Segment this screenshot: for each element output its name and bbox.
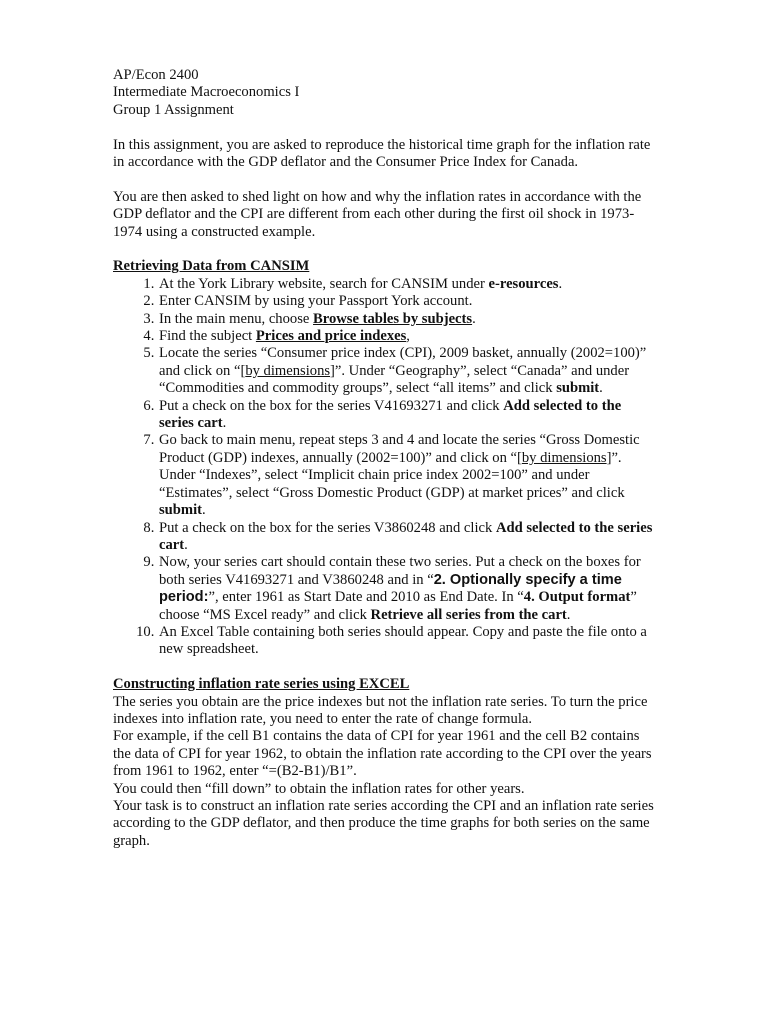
step-9: 9. Now, your series cart should contain these two series. Put a check on the boxes for both series V41693271 and V3860248 and in “2. Optionally specify a time period:”, enter 1961 as Start Date and 2010 as End Date. In “4. Output format” choose “MS Excel ready” and click Retrieve all series from the cart. — [158, 554, 658, 624]
section2-paragraph-2: For example, if the cell B1 contains the data of CPI for year 1961 and the cell B2 contains the data of CPI for year 1962, to obtain the inflation rate according to the CPI over the years from 1961 to 1962, enter “=(B2-B1)/B1”. — [113, 728, 652, 780]
section2-paragraph-1: The series you obtain are the price indexes but not the inflation rate series. To turn the price indexes into inflation rate, you need to enter the rate of change formula. — [113, 693, 648, 727]
e-resources-label: e-resources — [488, 275, 559, 292]
output-format-label: 4. Output format — [523, 589, 631, 606]
section-title-retrieving-data: Retrieving Data from CANSIM — [113, 258, 310, 275]
step-10: 10. An Excel Table containing both series should appear. Copy and paste the file onto a new spreadsheet. — [158, 624, 658, 659]
intro-paragraph-1: In this assignment, you are asked to reproduce the historical time graph for the inflation rate in accordance with the GDP deflator and the Consumer Price Index for Canada. — [113, 136, 651, 171]
step-1: 1. At the York Library website, search for CANSIM under e-resources. — [158, 276, 658, 293]
assignment-title: Group 1 Assignment — [113, 101, 234, 118]
step-2: 2. Enter CANSIM by using your Passport York account. — [158, 293, 658, 310]
course-code: AP/Econ 2400 — [113, 67, 199, 83]
add-selected-label: Add selected to the series cart — [159, 519, 653, 553]
retrieve-all-label: Retrieve all series from the cart — [370, 606, 567, 623]
steps-list — [113, 276, 658, 659]
by-dimensions-label: by dimensions — [245, 362, 331, 379]
document-body — [113, 67, 658, 850]
section2-paragraph-4: Your task is to construct an inflation rate series according the CPI and an inflation rate series according to the GDP deflator, and then produce the time graphs for both series on the same graph. — [113, 798, 654, 849]
step-4: 4. Find the subject Prices and price indexes, — [158, 328, 658, 345]
time-period-label: 2. Optionally specify a time period: — [159, 571, 622, 606]
section2-paragraph-3: You could then “fill down” to obtain the inflation rates for other years. — [113, 780, 525, 797]
submit-label: submit — [159, 502, 202, 519]
section-title-constructing-inflation: Constructing inflation rate series using EXCEL — [113, 676, 410, 693]
step-3: 3. In the main menu, choose Browse tables by subjects. — [158, 311, 658, 328]
course-name: Intermediate Macroeconomics I — [113, 84, 300, 101]
step-8: 8. Put a check on the box for the series V3860248 and click Add selected to the series cart. — [158, 520, 658, 555]
submit-label: submit — [556, 380, 600, 397]
step-5: 5. Locate the series “Consumer price index (CPI), 2009 basket, annually (2002=100)” and click on “[by dimensions]”. Under “Geography”, select “Canada” and under “Commodities and commodity groups”, select “all items” and click submit. — [158, 345, 658, 397]
add-selected-label: Add selected to the series cart — [159, 397, 622, 432]
step-6: 6. Put a check on the box for the series V41693271 and click Add selected to the series cart. — [158, 398, 658, 433]
browse-tables-label: Browse tables by subjects — [313, 310, 473, 327]
by-dimensions-label: by dimensions — [521, 449, 607, 466]
prices-label: Prices and price indexes — [255, 328, 407, 345]
step-7: 7. Go back to main menu, repeat steps 3 and 4 and locate the series “Gross Domestic Product (GDP) indexes, annually (2002=100)” and click on “[by dimensions]”. Under “Indexes”, select “Implicit chain price index 2002=100” and under “Estimates”, select “Gross Domestic Product (GDP) at market prices” and click submit. — [158, 432, 658, 519]
intro-paragraph-2: You are then asked to shed light on how and why the inflation rates in accordance with the GDP deflator and the CPI are different from each other during the first oil shock in 1973-1974 using a constructed example. — [113, 188, 642, 240]
